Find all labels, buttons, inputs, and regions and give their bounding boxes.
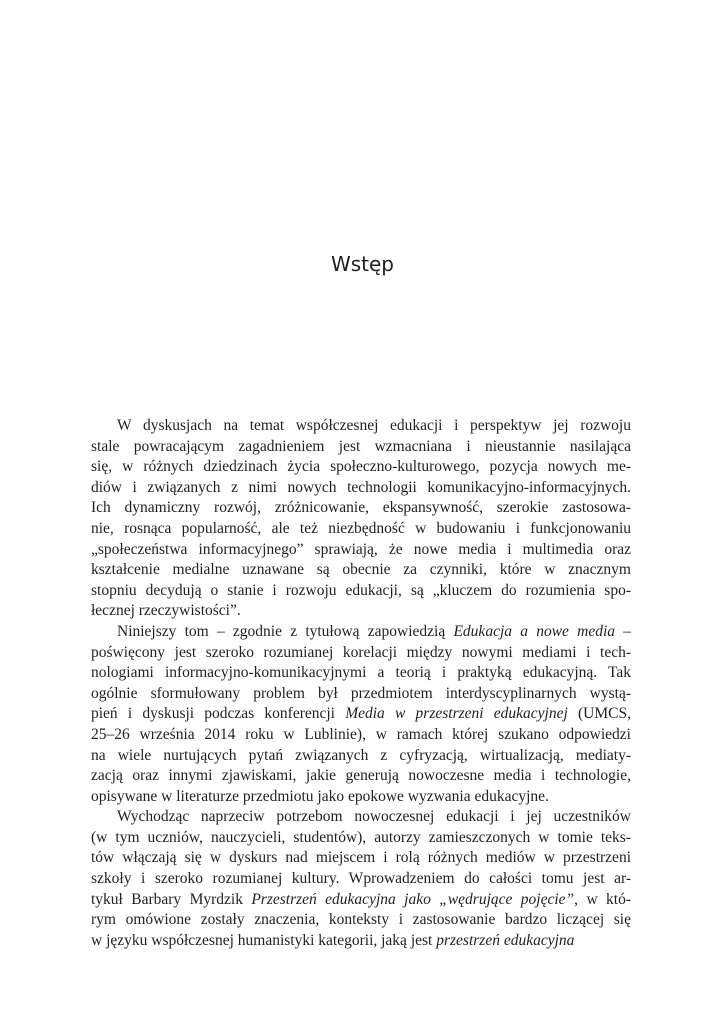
text-line bbox=[91, 684, 631, 705]
text-line bbox=[91, 622, 631, 643]
text-segment: W dyskusjach na temat współczesnej edukacji i perspektyw jej rozwoju bbox=[117, 417, 631, 434]
text-segment: Wychodząc naprzeciw potrzebom nowoczesnej edukacji i jej uczestników bbox=[117, 808, 631, 826]
italic-title-text: Edukacja a nowe media bbox=[453, 622, 616, 640]
text-line bbox=[91, 560, 631, 581]
text-segment: tykuł Barbary Myrdzik bbox=[91, 890, 252, 908]
text-line bbox=[91, 519, 631, 540]
text-segment: zacją oraz innymi zjawiskami, jakie generują nowoczesne media i technologie, bbox=[91, 767, 631, 785]
text-line bbox=[91, 643, 631, 664]
text-line bbox=[91, 746, 631, 767]
text-segment: opisywane w literaturze przedmiotu jako epokowe wyzwania edukacyjne. bbox=[91, 787, 549, 805]
page-title: Wstęp bbox=[330, 252, 395, 276]
text-line bbox=[91, 601, 631, 622]
text-segment: nologiami informacyjno-komunikacyjnymi a teorią i praktyką edukacyjną. Tak bbox=[91, 664, 631, 682]
text-line bbox=[91, 540, 631, 561]
text-segment: poświęcony jest szeroko rozumianej korelacji między nowymi mediami i tech- bbox=[91, 643, 631, 661]
text-line bbox=[91, 848, 631, 869]
text-line bbox=[91, 457, 631, 478]
text-line bbox=[91, 910, 631, 931]
italic-title-text: Przestrzeń edukacyjna jako „wędrujące pojęcie” bbox=[251, 890, 575, 908]
text-segment: szkoły i szeroko rozumianej kultury. Wprowadzeniem do całości tomu jest ar- bbox=[91, 870, 631, 888]
text-line bbox=[91, 890, 631, 911]
text-segment: się, w różnych dziedzinach życia społeczno-kulturowego, pozycja nowych me- bbox=[91, 458, 631, 476]
text-line bbox=[91, 869, 631, 890]
text-segment: stopniu decydują o stanie i rozwoju edukacji, są „kluczem do rozumienia spo- bbox=[91, 581, 631, 599]
text-line bbox=[91, 931, 631, 952]
italic-title-text: przestrzeń edukacyjna bbox=[436, 931, 575, 949]
text-segment: stale powracającym zagadnieniem jest wzmacniana i nieustannie nasilająca bbox=[91, 437, 631, 455]
text-segment: łecznej rzeczywistości”. bbox=[91, 602, 241, 620]
text-line bbox=[91, 581, 631, 602]
text-segment: rym omówione zostały znaczenia, konteksty i zastosowanie bardzo liczącej się bbox=[91, 911, 631, 929]
text-segment: w języku współczesnej humanistyki kategorii, jaką jest bbox=[91, 931, 437, 949]
text-segment: kształcenie medialne uznawane są obecnie za czynniki, które w znacznym bbox=[91, 561, 631, 579]
text-line bbox=[91, 704, 631, 725]
text-segment: na wiele nurtujących pytań związanych z cyfryzacją, wirtualizacją, mediaty- bbox=[91, 746, 631, 764]
text-segment: , w któ- bbox=[574, 890, 631, 908]
text-segment: Ich dynamiczny rozwój, zróżnicowanie, ekspansywność, szerokie zastosowa- bbox=[91, 499, 631, 517]
text-line bbox=[91, 828, 631, 849]
text-segment: Niniejszy tom – zgodnie z tytułową zapowiedzią bbox=[117, 622, 454, 640]
text-line bbox=[91, 807, 631, 828]
text-line bbox=[91, 416, 631, 437]
text-segment: (UMCS, bbox=[567, 705, 631, 723]
text-segment: pień i dyskusji podczas konferencji bbox=[91, 705, 346, 723]
text-line bbox=[91, 437, 631, 458]
text-line bbox=[91, 725, 631, 746]
text-segment: „społeczeństwa informacyjnego” sprawiają, że nowe media i multimedia oraz bbox=[91, 540, 631, 558]
text-segment: (w tym uczniów, nauczycieli, studentów), autorzy zamieszczonych w tomie teks- bbox=[91, 828, 631, 846]
text-segment: ogólnie sformułowany problem był przedmiotem interdyscyplinarnych wystą- bbox=[91, 684, 631, 702]
text-segment: diów i związanych z nimi nowych technologii komunikacyjno-informacyjnych. bbox=[91, 478, 631, 496]
text-line bbox=[91, 478, 631, 499]
text-segment: tów włączają się w dyskurs nad miejscem i rolą różnych mediów w przestrzeni bbox=[91, 849, 631, 867]
body-text bbox=[91, 416, 631, 951]
text-segment: – bbox=[615, 622, 631, 640]
text-segment: nie, rosnąca popularność, ale też niezbędność w budowaniu i funkcjonowaniu bbox=[91, 519, 631, 537]
italic-title-text: Media w przestrzeni edukacyjnej bbox=[345, 705, 568, 723]
text-line bbox=[91, 766, 631, 787]
text-line bbox=[91, 663, 631, 684]
text-line bbox=[91, 498, 631, 519]
text-segment: 25–26 września 2014 roku w Lublinie), w ramach której szukano odpowiedzi bbox=[91, 725, 631, 743]
text-line bbox=[91, 787, 631, 808]
